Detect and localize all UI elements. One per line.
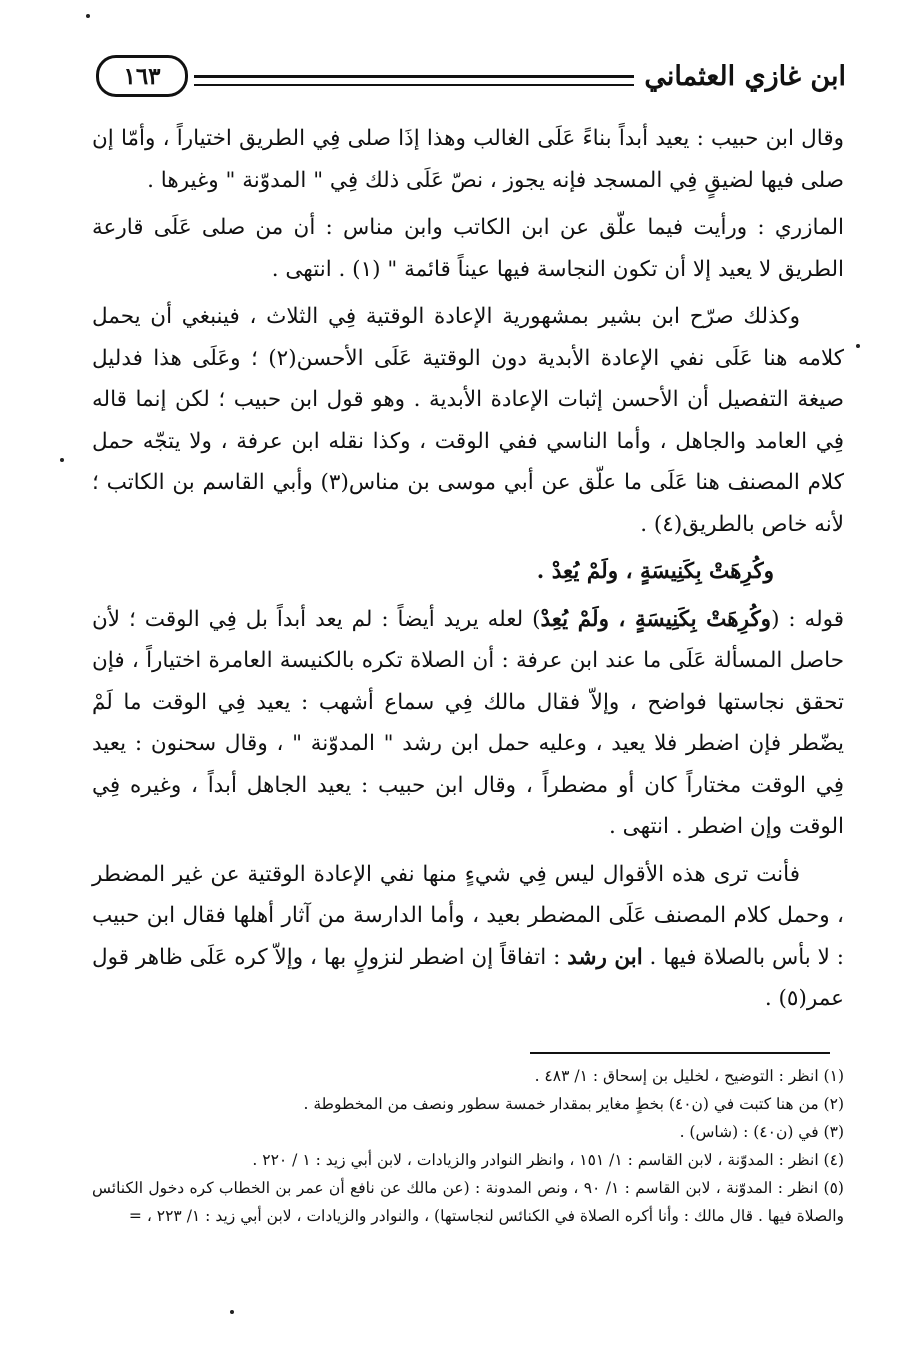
paragraph-4 (92, 599, 844, 848)
scan-speck (60, 458, 64, 462)
footnote-3: (٣) في (ن٤٠) : (شاس) . (679, 1123, 844, 1141)
footnotes (92, 1062, 844, 1230)
paragraph-3: وكذلك صرّح ابن بشير بمشهورية الإعادة الوقتية فِي الثلاث ، فينبغي أن يحمل كلامه هنا عَلَى نفي الإعادة الأبدية دون الوقتية عَلَى الأحسن(٢) ؛ وعَلَى هذا فدليل صيغة التفصيل أن الأحسن إثبات الإعادة الأبدية . وهو قول ابن حبيب ؛ لكن إنما قاله فِي العامد والجاهل ، وأما الناسي ففي الوقت ، وكذا نقله ابن عرفة ، ولا يتجّه حمل كلام المصنف هنا عَلَى ما علّق عن أبي موسى بن مناس(٣) وأبي القاسم بن الكاتب ؛ لأنه خاص بالطريق(٤) . (92, 304, 845, 537)
paragraph-4-rest: ) لعله يريد أيضاً : لم يعد أبداً بل فِي الوقت ؛ لأن حاصل المسألة عَلَى ما عند ابن عرفة : أن الصلاة تكره بالكنيسة العامرة اختياراً ، فإن تحقق نجاستها فواضح ، وإلاّ فقال مالك فِي سماع أشهب : يعيد فِي الوقت ما لَمْ يضّطر فإن اضطر فلا يعيد ، وعليه حمل ابن رشد " المدوّنة " ، وقال سحنون : يعيد فِي الوقت مختاراً كان أو مضطراً ، وقال ابن حبيب : يعيد الجاهل أبداً ، وغيره فِي الوقت وإن اضطر . انتهى . (92, 606, 844, 839)
paragraph-4-lemma: وكُرِهَتْ بِكَنِيسَةٍ ، ولَمْ يُعِدْ (540, 606, 772, 632)
scan-speck (86, 14, 90, 18)
scan-speck (230, 1310, 234, 1314)
paragraph-4-prefix: قوله : ( (771, 606, 844, 632)
paragraph-2 (92, 207, 844, 290)
footnote-5: (٥) انظر : المدوّنة ، لابن القاسم : ١/ ٩٠ ، ونص المدونة : (عن مالك عن نافع أن عمر بن الخطاب كره دخول الكنائس والصلاة فيها . قال مالك : وأنا أكره الصلاة في الكنائس لنجاستها) ، والنوادر والزيادات ، لابن أبي زيد : ١/ ٢٢٣ ، = (92, 1179, 844, 1225)
header-rule (194, 75, 634, 86)
main-text (92, 118, 844, 1026)
section-heading: وكُرِهَتْ بِكَنِيسَةٍ ، ولَمْ يُعِدْ . (536, 559, 774, 584)
footnote-2: (٢) من هنا كتبت في (ن٤٠) بخطٍ مغاير بمقدار خمسة سطور ونصف من المخطوطة . (303, 1095, 844, 1113)
footnote-1: (١) انظر : التوضيح ، لخليل بن إسحاق : ١/ ٤٨٣ . (534, 1067, 844, 1085)
page-number-badge (96, 55, 188, 97)
page-number: ١٦٣ (123, 62, 161, 90)
paragraph-5-end: : اتفاقاً إن اضطر لنزولٍ بها ، وإلاّ كره عَلَى ظاهر قول عمر(٥) . (92, 944, 844, 1011)
footnote-4: (٤) انظر : المدوّنة ، لابن القاسم : ١/ ١٥١ ، وانظر النوادر والزيادات ، لابن أبي زيد : ١ / ٢٢٠ . (252, 1151, 844, 1169)
paragraph-5 (92, 854, 844, 1020)
running-title: ابن غازي العثماني (644, 60, 846, 92)
paragraph-5-main: فأنت ترى هذه الأقوال ليس فِي شيءٍ منها نفي الإعادة الوقتية عن غير المضطر ، وحمل كلام المصنف عَلَى المضطر بعيد ، وأما الدارسة من آثار أهلها فقال ابن حبيب : لا بأس بالصلاة فيها . (92, 861, 844, 970)
paragraph-2-text: المازري : ورأيت فيما علّق عن ابن الكاتب وابن مناس : أن من صلى عَلَى قارعة الطريق لا يعيد إلا أن تكون النجاسة فيها عيناً قائمة " (١) . انتهى . (92, 215, 844, 282)
paragraph-5-bold: ابن رشد (567, 944, 643, 970)
footnote-separator (530, 1052, 830, 1054)
page-header (96, 48, 846, 104)
paragraph-1: وقال ابن حبيب : يعيد أبداً بناءً عَلَى الغالب وهذا إذَا صلى فِي الطريق اختياراً ، وأمّا إن صلى فيها لضيقٍ فِي المسجد فإنه يجوز ، نصّ عَلَى ذلك فِي " المدوّنة " وغيرها . (92, 126, 844, 193)
scan-speck (856, 344, 860, 348)
